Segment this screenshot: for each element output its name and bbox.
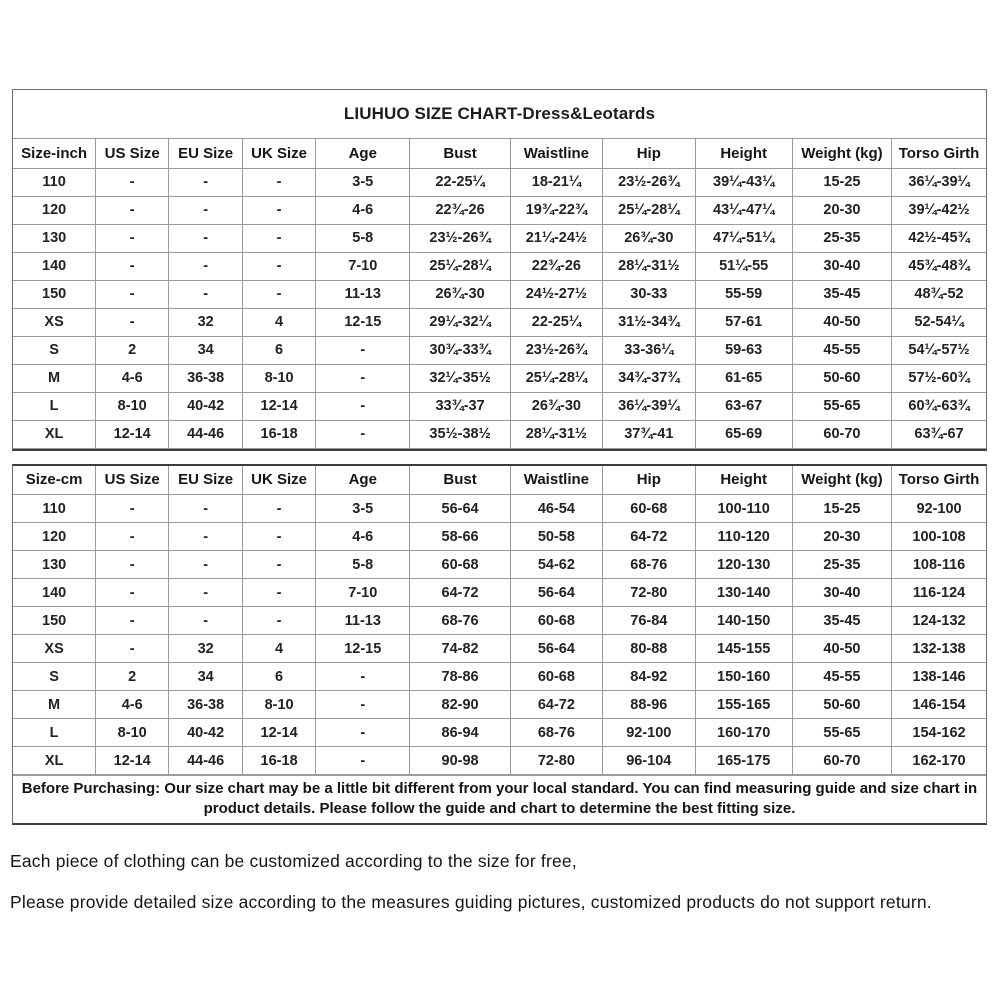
value-cell: 146-154 <box>892 691 986 719</box>
value-cell: 100-108 <box>892 523 986 551</box>
value-cell: 35-45 <box>792 607 891 635</box>
size-label-cell: S <box>13 336 96 364</box>
table-row <box>13 280 986 308</box>
value-cell: 86-94 <box>410 719 510 747</box>
value-cell: 22¾-26 <box>510 252 602 280</box>
value-cell: 92-100 <box>892 495 986 523</box>
value-cell: 30¾-33¾ <box>410 336 510 364</box>
value-cell: 138-146 <box>892 663 986 691</box>
value-cell: - <box>243 196 316 224</box>
value-cell: - <box>96 523 169 551</box>
size-label-cell: 130 <box>13 551 96 579</box>
chart-title: LIUHUO SIZE CHART-Dress&Leotards <box>13 90 986 139</box>
table-row <box>13 224 986 252</box>
column-header: EU Size <box>169 466 243 495</box>
table-row <box>13 336 986 364</box>
value-cell: 130-140 <box>695 579 792 607</box>
value-cell: 22-25¼ <box>510 308 602 336</box>
value-cell: 90-98 <box>410 747 510 775</box>
value-cell: - <box>316 392 410 420</box>
value-cell: 100-110 <box>695 495 792 523</box>
size-label-cell: S <box>13 663 96 691</box>
value-cell: 18-21¼ <box>510 168 602 196</box>
value-cell: - <box>243 523 316 551</box>
value-cell: 24½-27½ <box>510 280 602 308</box>
value-cell: - <box>316 719 410 747</box>
value-cell: 23½-26¾ <box>510 336 602 364</box>
purchase-note: Before Purchasing: Our size chart may be a little bit different from your local standard. You can find measuring guide and size chart in product details. Please follow the guide and chart to determine the best fitting size. <box>13 775 986 823</box>
value-cell: 12-14 <box>243 392 316 420</box>
value-cell: 15-25 <box>792 168 891 196</box>
column-header: US Size <box>96 139 169 168</box>
size-table-inch <box>13 139 986 449</box>
value-cell: 60-68 <box>410 551 510 579</box>
value-cell: 7-10 <box>316 252 410 280</box>
value-cell: 12-14 <box>96 747 169 775</box>
customization-note-line-1: Each piece of clothing can be customized according to the size for free, <box>10 851 577 871</box>
value-cell: 4-6 <box>316 196 410 224</box>
value-cell: 88-96 <box>603 691 695 719</box>
value-cell: 8-10 <box>243 691 316 719</box>
value-cell: 26¾-30 <box>410 280 510 308</box>
column-header: Age <box>316 466 410 495</box>
value-cell: 4-6 <box>96 691 169 719</box>
value-cell: - <box>96 579 169 607</box>
value-cell: 35½-38½ <box>410 420 510 448</box>
column-header: Weight (kg) <box>792 466 891 495</box>
value-cell: - <box>316 747 410 775</box>
value-cell: 15-25 <box>792 495 891 523</box>
value-cell: - <box>96 224 169 252</box>
value-cell: - <box>243 224 316 252</box>
value-cell: 55-65 <box>792 392 891 420</box>
value-cell: 8-10 <box>96 392 169 420</box>
value-cell: 64-72 <box>603 523 695 551</box>
value-cell: 60-70 <box>792 420 891 448</box>
value-cell: 44-46 <box>169 420 243 448</box>
value-cell: 30-40 <box>792 579 891 607</box>
value-cell: 31½-34¾ <box>603 308 695 336</box>
value-cell: 36¼-39¼ <box>603 392 695 420</box>
value-cell: 5-8 <box>316 551 410 579</box>
value-cell: 34¾-37¾ <box>603 364 695 392</box>
column-header: Torso Girth <box>892 466 986 495</box>
value-cell: 74-82 <box>410 635 510 663</box>
value-cell: - <box>169 495 243 523</box>
value-cell: 162-170 <box>892 747 986 775</box>
size-label-cell: 150 <box>13 607 96 635</box>
value-cell: 2 <box>96 336 169 364</box>
header-row <box>13 139 986 168</box>
value-cell: - <box>96 551 169 579</box>
size-label-cell: XS <box>13 635 96 663</box>
value-cell: - <box>316 420 410 448</box>
value-cell: 110-120 <box>695 523 792 551</box>
value-cell: 19¾-22¾ <box>510 196 602 224</box>
column-header: Size-cm <box>13 466 96 495</box>
value-cell: 51¼-55 <box>695 252 792 280</box>
value-cell: 2 <box>96 663 169 691</box>
column-header: Size-inch <box>13 139 96 168</box>
column-header: Bust <box>410 139 510 168</box>
value-cell: 3-5 <box>316 495 410 523</box>
value-cell: 44-46 <box>169 747 243 775</box>
value-cell: 25¼-28¼ <box>510 364 602 392</box>
value-cell: 4 <box>243 308 316 336</box>
value-cell: 8-10 <box>96 719 169 747</box>
value-cell: 8-10 <box>243 364 316 392</box>
value-cell: 46-54 <box>510 495 602 523</box>
value-cell: - <box>316 663 410 691</box>
value-cell: 150-160 <box>695 663 792 691</box>
value-cell: 72-80 <box>603 579 695 607</box>
value-cell: 23½-26¾ <box>410 224 510 252</box>
value-cell: 39¼-42½ <box>892 196 986 224</box>
value-cell: 23½-26¾ <box>603 168 695 196</box>
value-cell: 37¾-41 <box>603 420 695 448</box>
value-cell: 4-6 <box>316 523 410 551</box>
size-label-cell: L <box>13 392 96 420</box>
value-cell: 45¾-48¾ <box>892 252 986 280</box>
value-cell: 154-162 <box>892 719 986 747</box>
value-cell: 45-55 <box>792 336 891 364</box>
value-cell: 39¼-43¼ <box>695 168 792 196</box>
value-cell: - <box>316 336 410 364</box>
value-cell: 80-88 <box>603 635 695 663</box>
value-cell: 160-170 <box>695 719 792 747</box>
value-cell: 72-80 <box>510 747 602 775</box>
value-cell: 140-150 <box>695 607 792 635</box>
value-cell: - <box>243 252 316 280</box>
value-cell: - <box>169 168 243 196</box>
value-cell: 32¼-35½ <box>410 364 510 392</box>
column-header: Torso Girth <box>892 139 986 168</box>
value-cell: 36-38 <box>169 691 243 719</box>
table-row <box>13 420 986 448</box>
size-label-cell: 120 <box>13 196 96 224</box>
value-cell: 40-50 <box>792 308 891 336</box>
column-header: Height <box>695 466 792 495</box>
value-cell: 30-40 <box>792 252 891 280</box>
value-cell: 65-69 <box>695 420 792 448</box>
column-header: Age <box>316 139 410 168</box>
value-cell: - <box>316 691 410 719</box>
value-cell: 22-25¼ <box>410 168 510 196</box>
value-cell: 56-64 <box>510 579 602 607</box>
value-cell: 26¾-30 <box>510 392 602 420</box>
value-cell: 68-76 <box>410 607 510 635</box>
size-label-cell: M <box>13 691 96 719</box>
value-cell: 165-175 <box>695 747 792 775</box>
table-row <box>13 392 986 420</box>
table-row <box>13 168 986 196</box>
value-cell: 12-14 <box>96 420 169 448</box>
value-cell: - <box>243 579 316 607</box>
value-cell: 145-155 <box>695 635 792 663</box>
value-cell: 25-35 <box>792 224 891 252</box>
value-cell: 25-35 <box>792 551 891 579</box>
value-cell: 64-72 <box>410 579 510 607</box>
value-cell: - <box>96 635 169 663</box>
value-cell: - <box>96 168 169 196</box>
value-cell: 55-65 <box>792 719 891 747</box>
value-cell: - <box>243 551 316 579</box>
value-cell: 34 <box>169 663 243 691</box>
column-header: Hip <box>603 139 695 168</box>
value-cell: - <box>169 224 243 252</box>
table-row <box>13 308 986 336</box>
value-cell: 56-64 <box>510 635 602 663</box>
value-cell: 40-50 <box>792 635 891 663</box>
value-cell: 124-132 <box>892 607 986 635</box>
value-cell: 33-36¼ <box>603 336 695 364</box>
value-cell: 26¾-30 <box>603 224 695 252</box>
table-row <box>13 579 986 607</box>
size-label-cell: 140 <box>13 579 96 607</box>
value-cell: 78-86 <box>410 663 510 691</box>
value-cell: 57-61 <box>695 308 792 336</box>
value-cell: 60-68 <box>510 663 602 691</box>
size-label-cell: M <box>13 364 96 392</box>
value-cell: 33¾-37 <box>410 392 510 420</box>
size-label-cell: XS <box>13 308 96 336</box>
table-row <box>13 495 986 523</box>
value-cell: 20-30 <box>792 523 891 551</box>
value-cell: 50-60 <box>792 364 891 392</box>
value-cell: 50-60 <box>792 691 891 719</box>
value-cell: 61-65 <box>695 364 792 392</box>
value-cell: - <box>243 495 316 523</box>
size-label-cell: 140 <box>13 252 96 280</box>
value-cell: - <box>96 280 169 308</box>
table-row <box>13 719 986 747</box>
value-cell: - <box>316 364 410 392</box>
table-row <box>13 747 986 775</box>
value-cell: 48¾-52 <box>892 280 986 308</box>
table-row <box>13 635 986 663</box>
size-label-cell: 110 <box>13 495 96 523</box>
size-label-cell: XL <box>13 420 96 448</box>
value-cell: 28¼-31½ <box>510 420 602 448</box>
size-chart-inch-panel <box>12 89 987 451</box>
size-label-cell: 110 <box>13 168 96 196</box>
value-cell: 12-14 <box>243 719 316 747</box>
size-label-cell: 130 <box>13 224 96 252</box>
column-header: UK Size <box>243 466 316 495</box>
value-cell: 54¼-57½ <box>892 336 986 364</box>
value-cell: - <box>96 308 169 336</box>
value-cell: - <box>169 252 243 280</box>
size-label-cell: XL <box>13 747 96 775</box>
value-cell: 35-45 <box>792 280 891 308</box>
value-cell: 45-55 <box>792 663 891 691</box>
table-row <box>13 364 986 392</box>
column-header: EU Size <box>169 139 243 168</box>
column-header: US Size <box>96 466 169 495</box>
value-cell: 5-8 <box>316 224 410 252</box>
value-cell: 96-104 <box>603 747 695 775</box>
value-cell: 155-165 <box>695 691 792 719</box>
value-cell: 6 <box>243 336 316 364</box>
value-cell: 60-70 <box>792 747 891 775</box>
value-cell: 43¼-47¼ <box>695 196 792 224</box>
value-cell: 25¼-28¼ <box>603 196 695 224</box>
column-header: Hip <box>603 466 695 495</box>
value-cell: 47¼-51¼ <box>695 224 792 252</box>
value-cell: 7-10 <box>316 579 410 607</box>
value-cell: 52-54¼ <box>892 308 986 336</box>
table-row <box>13 663 986 691</box>
value-cell: 16-18 <box>243 747 316 775</box>
value-cell: 82-90 <box>410 691 510 719</box>
value-cell: - <box>96 607 169 635</box>
size-label-cell: 120 <box>13 523 96 551</box>
value-cell: 32 <box>169 308 243 336</box>
value-cell: 6 <box>243 663 316 691</box>
header-row <box>13 466 986 495</box>
value-cell: 36-38 <box>169 364 243 392</box>
size-table-cm <box>13 466 986 776</box>
table-row <box>13 607 986 635</box>
column-header: Bust <box>410 466 510 495</box>
value-cell: 34 <box>169 336 243 364</box>
table-row <box>13 196 986 224</box>
value-cell: 76-84 <box>603 607 695 635</box>
value-cell: 42½-45¾ <box>892 224 986 252</box>
value-cell: 116-124 <box>892 579 986 607</box>
value-cell: - <box>169 280 243 308</box>
value-cell: 132-138 <box>892 635 986 663</box>
value-cell: 29¼-32¼ <box>410 308 510 336</box>
value-cell: 92-100 <box>603 719 695 747</box>
value-cell: - <box>243 168 316 196</box>
value-cell: 58-66 <box>410 523 510 551</box>
value-cell: 40-42 <box>169 719 243 747</box>
column-header: Waistline <box>510 466 602 495</box>
value-cell: 3-5 <box>316 168 410 196</box>
customization-notes <box>10 851 995 933</box>
value-cell: 57½-60¾ <box>892 364 986 392</box>
value-cell: 60¾-63¾ <box>892 392 986 420</box>
value-cell: 50-58 <box>510 523 602 551</box>
size-chart <box>12 89 987 825</box>
column-header: UK Size <box>243 139 316 168</box>
value-cell: 16-18 <box>243 420 316 448</box>
customization-note-line-2: Please provide detailed size according to the measures guiding pictures, customized products do not support return. <box>10 892 932 912</box>
size-label-cell: L <box>13 719 96 747</box>
value-cell: 22¾-26 <box>410 196 510 224</box>
size-label-cell: 150 <box>13 280 96 308</box>
value-cell: 60-68 <box>510 607 602 635</box>
value-cell: 108-116 <box>892 551 986 579</box>
value-cell: - <box>169 579 243 607</box>
value-cell: 11-13 <box>316 280 410 308</box>
value-cell: - <box>96 495 169 523</box>
value-cell: 63¾-67 <box>892 420 986 448</box>
value-cell: - <box>169 551 243 579</box>
value-cell: - <box>96 196 169 224</box>
column-header: Height <box>695 139 792 168</box>
table-row <box>13 551 986 579</box>
value-cell: 36¼-39¼ <box>892 168 986 196</box>
value-cell: 56-64 <box>410 495 510 523</box>
table-row <box>13 523 986 551</box>
value-cell: 68-76 <box>510 719 602 747</box>
value-cell: 12-15 <box>316 308 410 336</box>
value-cell: 20-30 <box>792 196 891 224</box>
value-cell: 59-63 <box>695 336 792 364</box>
value-cell: - <box>96 252 169 280</box>
value-cell: 64-72 <box>510 691 602 719</box>
value-cell: - <box>243 607 316 635</box>
value-cell: - <box>169 523 243 551</box>
table-row <box>13 252 986 280</box>
column-header: Weight (kg) <box>792 139 891 168</box>
value-cell: - <box>169 196 243 224</box>
value-cell: 30-33 <box>603 280 695 308</box>
value-cell: 25¼-28¼ <box>410 252 510 280</box>
value-cell: 55-59 <box>695 280 792 308</box>
value-cell: 32 <box>169 635 243 663</box>
value-cell: - <box>243 280 316 308</box>
value-cell: 28¼-31½ <box>603 252 695 280</box>
value-cell: 68-76 <box>603 551 695 579</box>
value-cell: 21¼-24½ <box>510 224 602 252</box>
value-cell: - <box>169 607 243 635</box>
value-cell: 84-92 <box>603 663 695 691</box>
column-header: Waistline <box>510 139 602 168</box>
value-cell: 54-62 <box>510 551 602 579</box>
value-cell: 4 <box>243 635 316 663</box>
table-row <box>13 691 986 719</box>
value-cell: 11-13 <box>316 607 410 635</box>
value-cell: 12-15 <box>316 635 410 663</box>
value-cell: 60-68 <box>603 495 695 523</box>
value-cell: 4-6 <box>96 364 169 392</box>
size-chart-cm-panel <box>12 464 987 826</box>
value-cell: 120-130 <box>695 551 792 579</box>
value-cell: 40-42 <box>169 392 243 420</box>
value-cell: 63-67 <box>695 392 792 420</box>
